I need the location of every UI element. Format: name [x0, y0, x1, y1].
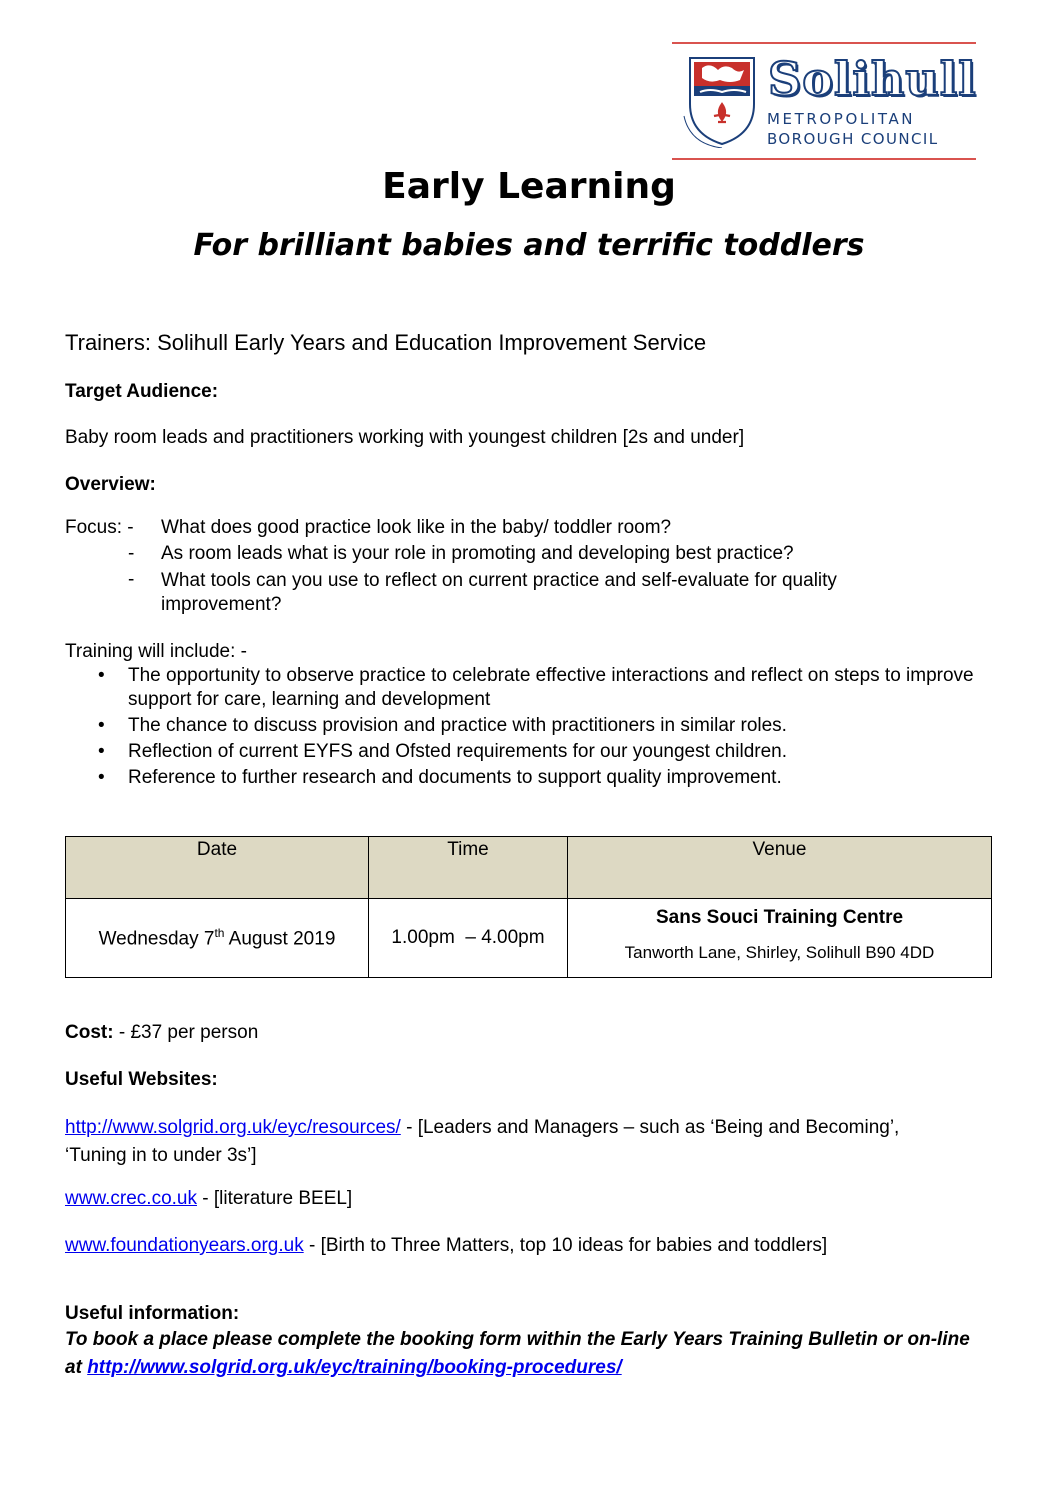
list-item: • The opportunity to observe practice to celebrate effective interactions and reflect on steps to improve support for care, learning and development [65, 664, 995, 712]
website-link[interactable]: www.foundationyears.org.uk [65, 1235, 304, 1256]
website-description: - [literature BEEL] [196, 1188, 353, 1209]
venue-name: Sans Souci Training Centre [655, 907, 904, 928]
logo-top-rule [672, 42, 976, 44]
page-subtitle: For brilliant babies and terrific toddlers [193, 228, 865, 263]
logo-brand: Solihull [768, 52, 977, 106]
date-month-year: August 2019 [224, 928, 336, 950]
cost-line [65, 1022, 258, 1044]
websites-heading: Useful Websites: [65, 1069, 218, 1090]
target-audience-heading: Target Audience: [65, 381, 219, 402]
logo-line-2: BOROUGH COUNCIL [767, 130, 939, 148]
training-list [65, 664, 995, 792]
focus-dash: - [128, 543, 135, 564]
date-cell [66, 899, 369, 978]
cost-value: - £37 per person [113, 1022, 259, 1043]
council-logo [672, 42, 976, 160]
booking-procedures-link[interactable]: http://www.solgrid.org.uk/eyc/training/booking-procedures/ [87, 1357, 622, 1378]
website-entry [65, 1114, 945, 1170]
website-entry [65, 1188, 352, 1210]
logo-bottom-rule [672, 158, 976, 160]
time-cell: 1.00pm – 4.00pm [369, 899, 568, 978]
focus-dash: - [128, 569, 135, 590]
crest-icon [680, 52, 764, 148]
list-item: • Reference to further research and documents to support quality improvement. [65, 766, 995, 790]
schedule-table [65, 836, 992, 978]
page-title: Early Learning [382, 166, 676, 207]
date-day: Wednesday 7 [98, 928, 215, 950]
website-description: - [Birth to Three Matters, top 10 ideas for babies and toddlers] [303, 1235, 828, 1256]
booking-instructions: To book a place please complete the booking form within the Early Years Training Bulletin or on-line at [65, 1329, 970, 1378]
training-intro: Training will include: - [65, 641, 247, 662]
focus-item: What does good practice look like in the baby/ toddler room? [161, 517, 672, 538]
website-link[interactable]: http://www.solgrid.org.uk/eyc/resources/ [65, 1117, 401, 1138]
column-header-venue: Venue [568, 837, 992, 899]
website-description: - [Leaders and Managers – such as ‘Being and Becoming’, ‘Tuning in to under 3s’] [65, 1117, 900, 1166]
website-link[interactable]: www.crec.co.uk [65, 1188, 197, 1209]
cost-label: Cost: [65, 1022, 114, 1043]
list-item: • The chance to discuss provision and practice with practitioners in similar roles. [65, 714, 995, 738]
focus-item: As room leads what is your role in promoting and developing best practice? [161, 543, 794, 564]
overview-heading: Overview: [65, 474, 156, 495]
useful-info-text [65, 1326, 985, 1382]
target-audience-text: Baby room leads and practitioners working with youngest children [2s and under] [65, 427, 745, 448]
column-header-time: Time [369, 837, 568, 899]
list-item: • Reflection of current EYFS and Ofsted requirements for our youngest children. [65, 740, 995, 764]
venue-address: Tanworth Lane, Shirley, Solihull B90 4DD [624, 943, 935, 962]
focus-item: What tools can you use to reflect on current practice and self-evaluate for quality improvement? [161, 570, 837, 615]
date-suffix: th [214, 925, 225, 940]
useful-info-heading: Useful information: [65, 1303, 240, 1324]
trainers-line: Trainers: Solihull Early Years and Education Improvement Service [65, 330, 707, 355]
website-entry [65, 1235, 827, 1257]
logo-line-1: METROPOLITAN [767, 110, 916, 128]
focus-label: Focus: - [65, 517, 134, 538]
column-header-date: Date [66, 837, 369, 899]
table-header-row [66, 837, 992, 899]
table-row [66, 899, 992, 978]
venue-cell [568, 899, 992, 978]
